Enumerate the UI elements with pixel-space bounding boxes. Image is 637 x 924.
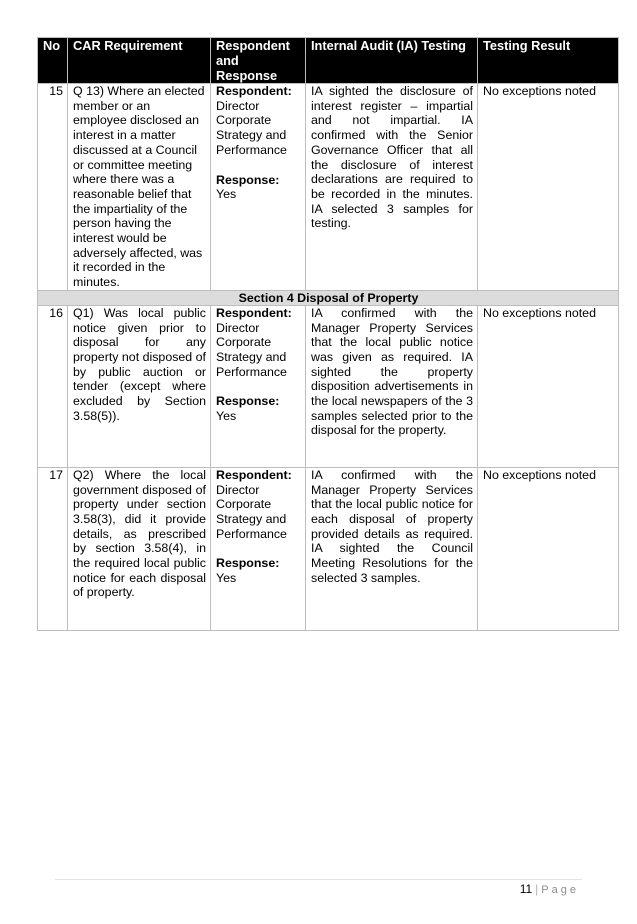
car-requirement: Q 13) Where an elected member or an employee disclosed an interest in a matter discussed at a Council or committee meeting where there was a reasonable belief that the impartiality of the person having the interest would be adversely affected, was it recorded in the minutes. xyxy=(68,84,211,291)
respondent-value: Director Corporate Strategy and Performance xyxy=(216,482,287,541)
page-footer xyxy=(520,882,579,896)
respondent-value: Director Corporate Strategy and Performance xyxy=(216,320,287,379)
row-number: 17 xyxy=(38,467,68,630)
testing-result: No exceptions noted xyxy=(478,84,619,291)
respondent-response xyxy=(211,305,306,467)
table-header-row xyxy=(38,38,619,84)
testing-result: No exceptions noted xyxy=(478,305,619,467)
car-requirement: Q1) Was local public notice given prior to disposal for any property not disposed of by public auction or tender (except where excluded by Section 3.58(5)). xyxy=(68,305,211,467)
section-heading: Section 4 Disposal of Property xyxy=(38,290,619,305)
response-label: Response: xyxy=(216,394,280,409)
respondent-value: Director Corporate Strategy and Performance xyxy=(216,98,287,157)
page-label: Page xyxy=(541,884,579,896)
ia-testing: IA confirmed with the Manager Property Services that the local public notice for each disposal of property provided details as required. IA sighted the Council Meeting Resolutions for the selected 3 samples. xyxy=(306,467,478,630)
section-row xyxy=(38,290,619,305)
response-label: Response: xyxy=(216,172,280,187)
footer-divider xyxy=(55,879,582,880)
header-testing-result: Testing Result xyxy=(478,38,619,84)
footer-separator: | xyxy=(535,882,539,896)
table-row xyxy=(38,84,619,291)
row-number: 16 xyxy=(38,305,68,467)
respondent-label: Respondent: xyxy=(216,467,292,482)
respondent-label: Respondent: xyxy=(216,84,292,98)
page-number: 11 xyxy=(519,882,533,896)
respondent-response xyxy=(211,84,306,291)
respondent-response xyxy=(211,467,306,630)
header-no: No xyxy=(38,38,68,84)
ia-testing: IA confirmed with the Manager Property Services that the local public notice was given as required. IA sighted the property disposition advertisements in the local newspapers of the 3 samples selected prior to the disposal for the property. xyxy=(306,305,478,467)
table-row xyxy=(38,305,619,467)
header-car-requirement: CAR Requirement xyxy=(68,38,211,84)
response-label: Response: xyxy=(216,556,280,571)
response-value: Yes xyxy=(216,409,237,424)
table-row xyxy=(38,467,619,630)
audit-table xyxy=(37,37,619,631)
header-respondent-response: Respondent and Response xyxy=(211,38,306,84)
row-number: 15 xyxy=(38,84,68,291)
car-requirement: Q2) Where the local government disposed of property under section 3.58(3), did it provide details, as prescribed by section 3.58(4), in the required local public notice for each disposal of property. xyxy=(68,467,211,630)
response-value: Yes xyxy=(216,571,237,586)
testing-result: No exceptions noted xyxy=(478,467,619,630)
header-ia-testing: Internal Audit (IA) Testing xyxy=(306,38,478,84)
response-value: Yes xyxy=(216,187,237,202)
ia-testing: IA sighted the disclosure of interest register – impartial and not impartial. IA confirmed with the Senior Governance Officer that all the disclosure of interest declarations are required to be recorded in the minutes. IA selected 3 samples for testing. xyxy=(306,84,478,291)
respondent-label: Respondent: xyxy=(216,305,292,320)
